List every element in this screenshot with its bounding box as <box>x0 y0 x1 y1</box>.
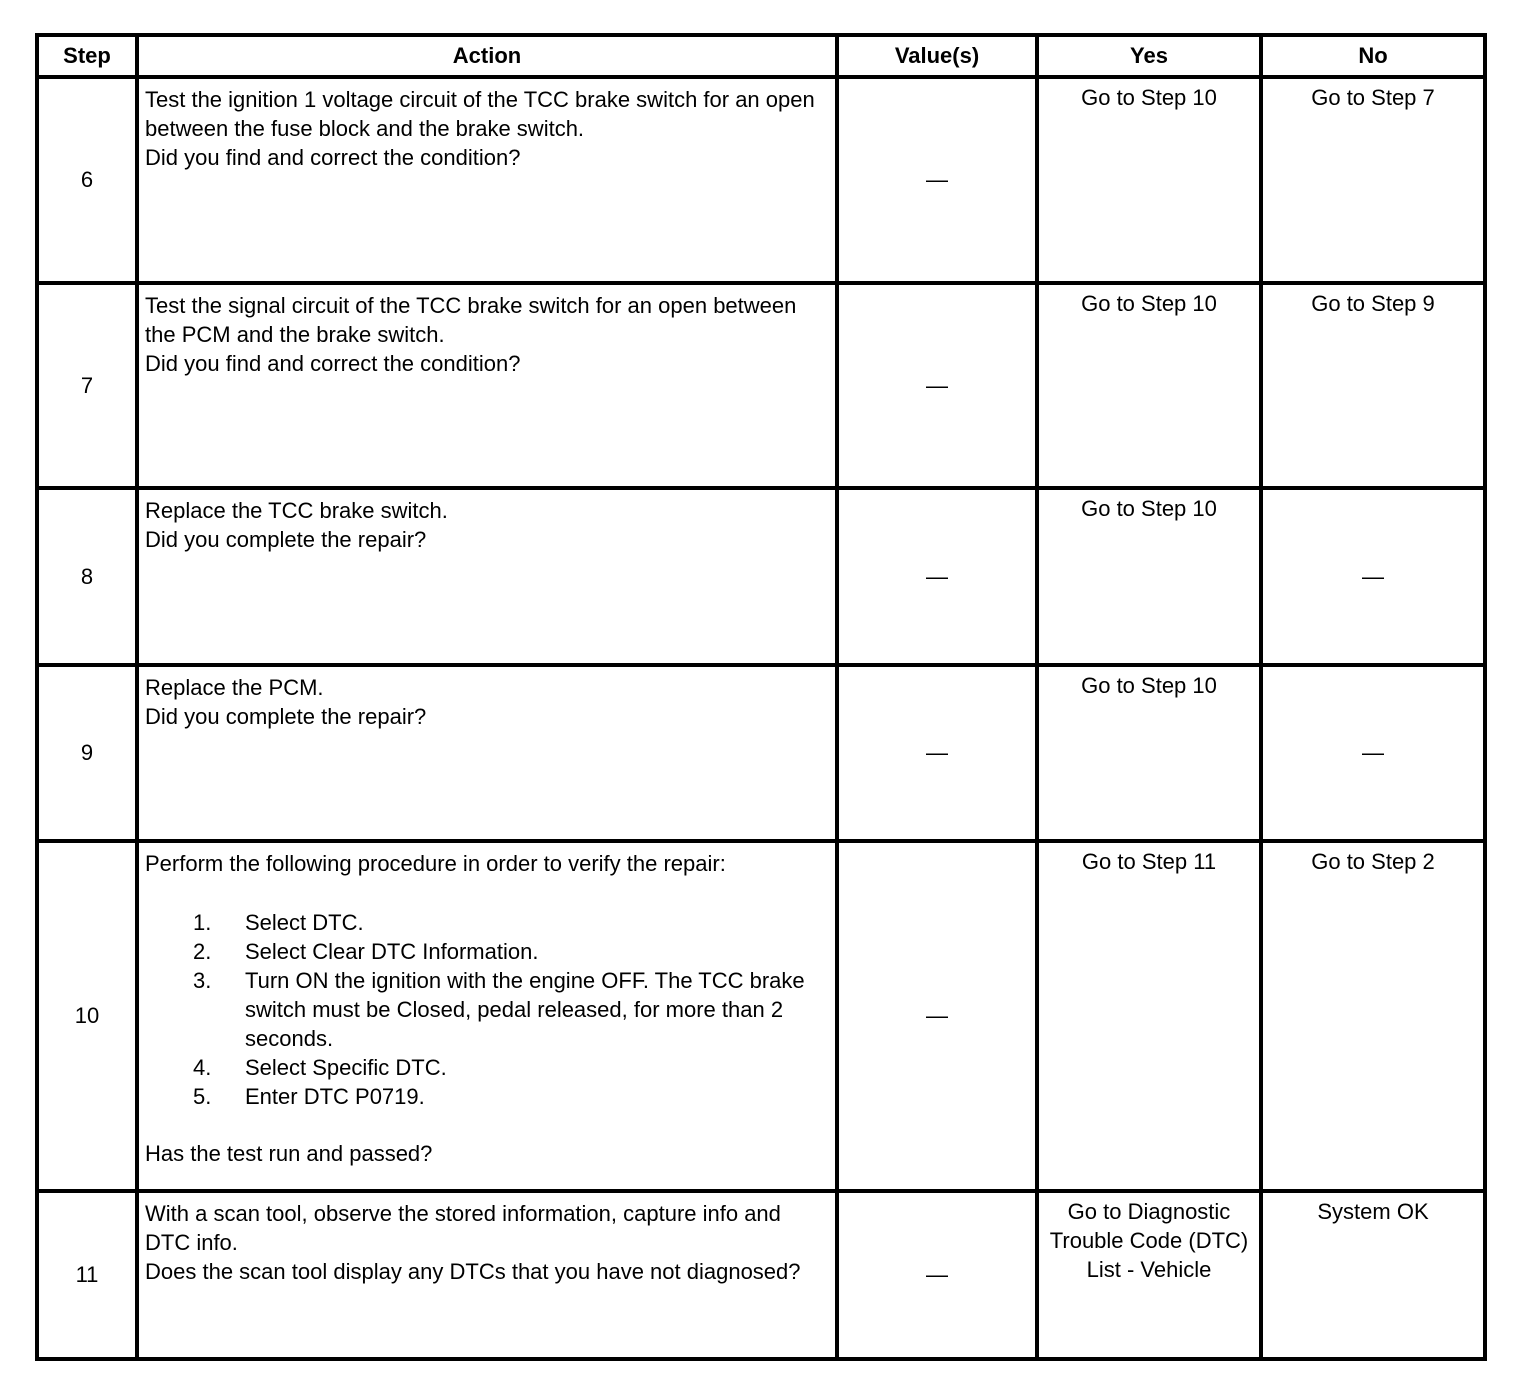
no-cell <box>1261 77 1485 283</box>
action-cell <box>137 1191 837 1359</box>
table-row <box>37 841 1485 1191</box>
no-cell <box>1261 283 1485 488</box>
yes-result: Go to Step 10 <box>1081 85 1217 110</box>
action-cell <box>137 488 837 665</box>
list-number: 3. <box>193 968 212 993</box>
no-result: Go to Step 2 <box>1311 849 1435 874</box>
no-result: System OK <box>1317 1199 1429 1224</box>
table-row <box>37 665 1485 841</box>
yes-result: Go to Step 10 <box>1081 673 1217 698</box>
action-text: Replace the PCM. <box>145 675 324 700</box>
yes-cell <box>1037 1191 1261 1359</box>
action-question: Did you complete the repair? <box>145 704 427 729</box>
diagnostic-table <box>35 33 1487 1361</box>
header-action: Action <box>137 35 837 77</box>
table-row <box>37 1191 1485 1359</box>
value-cell: — <box>837 77 1037 283</box>
list-text: Turn ON the ignition with the engine OFF. The TCC brake switch must be Closed, pedal released, for more than 2 seconds. <box>245 968 805 1051</box>
no-cell: — <box>1261 488 1485 665</box>
header-step: Step <box>37 35 137 77</box>
step-number: 9 <box>37 665 137 841</box>
header-yes: Yes <box>1037 35 1261 77</box>
action-question: Did you find and correct the condition? <box>145 351 521 376</box>
list-item <box>145 937 827 966</box>
value-cell: — <box>837 283 1037 488</box>
list-number: 5. <box>193 1084 212 1109</box>
list-text: Select Specific DTC. <box>245 1055 447 1080</box>
action-text: Test the signal circuit of the TCC brake switch for an open between the PCM and the brake switch. <box>145 293 797 347</box>
step-number: 7 <box>37 283 137 488</box>
table-row <box>37 283 1485 488</box>
yes-result: Go to Step 11 <box>1081 849 1217 874</box>
yes-cell <box>1037 77 1261 283</box>
value-cell: — <box>837 841 1037 1191</box>
list-number: 2. <box>193 939 212 964</box>
list-text: Select Clear DTC Information. <box>245 939 539 964</box>
action-question: Did you complete the repair? <box>145 527 427 552</box>
action-text: Perform the following procedure in order to verify the repair: <box>145 851 726 876</box>
list-text: Enter DTC P0719. <box>245 1084 425 1109</box>
table-row <box>37 488 1485 665</box>
action-text: With a scan tool, observe the stored information, capture info and DTC info. <box>145 1201 781 1255</box>
step-number: 10 <box>37 841 137 1191</box>
value-cell: — <box>837 665 1037 841</box>
yes-cell <box>1037 488 1261 665</box>
yes-result: Go to Step 10 <box>1081 291 1217 316</box>
header-row <box>37 35 1485 77</box>
no-cell: — <box>1261 665 1485 841</box>
list-item <box>145 1082 827 1111</box>
step-number: 8 <box>37 488 137 665</box>
table-row <box>37 77 1485 283</box>
step-number: 11 <box>37 1191 137 1359</box>
yes-result: Go to Step 10 <box>1081 496 1217 521</box>
list-item <box>145 908 827 937</box>
list-number: 4. <box>193 1055 212 1080</box>
no-cell <box>1261 841 1485 1191</box>
action-cell <box>137 77 837 283</box>
yes-cell <box>1037 283 1261 488</box>
action-question: Has the test run and passed? <box>145 1141 433 1166</box>
action-cell <box>137 841 837 1191</box>
yes-cell <box>1037 841 1261 1191</box>
value-cell: — <box>837 1191 1037 1359</box>
no-result: Go to Step 7 <box>1311 85 1435 110</box>
yes-cell <box>1037 665 1261 841</box>
header-no: No <box>1261 35 1485 77</box>
yes-result: Go to Diagnostic Trouble Code (DTC) List - Vehicle <box>1049 1199 1249 1282</box>
action-cell <box>137 283 837 488</box>
action-text: Replace the TCC brake switch. <box>145 498 448 523</box>
list-number: 1. <box>193 910 212 935</box>
step-number: 6 <box>37 77 137 283</box>
action-question: Did you find and correct the condition? <box>145 145 521 170</box>
list-text: Select DTC. <box>245 910 364 935</box>
action-cell <box>137 665 837 841</box>
action-text: Test the ignition 1 voltage circuit of the TCC brake switch for an open between the fuse block and the brake switch. <box>145 87 815 141</box>
procedure-list <box>145 908 827 1111</box>
no-cell <box>1261 1191 1485 1359</box>
action-question: Does the scan tool display any DTCs that you have not diagnosed? <box>145 1259 801 1284</box>
list-item <box>145 966 827 1053</box>
no-result: Go to Step 9 <box>1311 291 1435 316</box>
list-item <box>145 1053 827 1082</box>
value-cell: — <box>837 488 1037 665</box>
header-values: Value(s) <box>837 35 1037 77</box>
